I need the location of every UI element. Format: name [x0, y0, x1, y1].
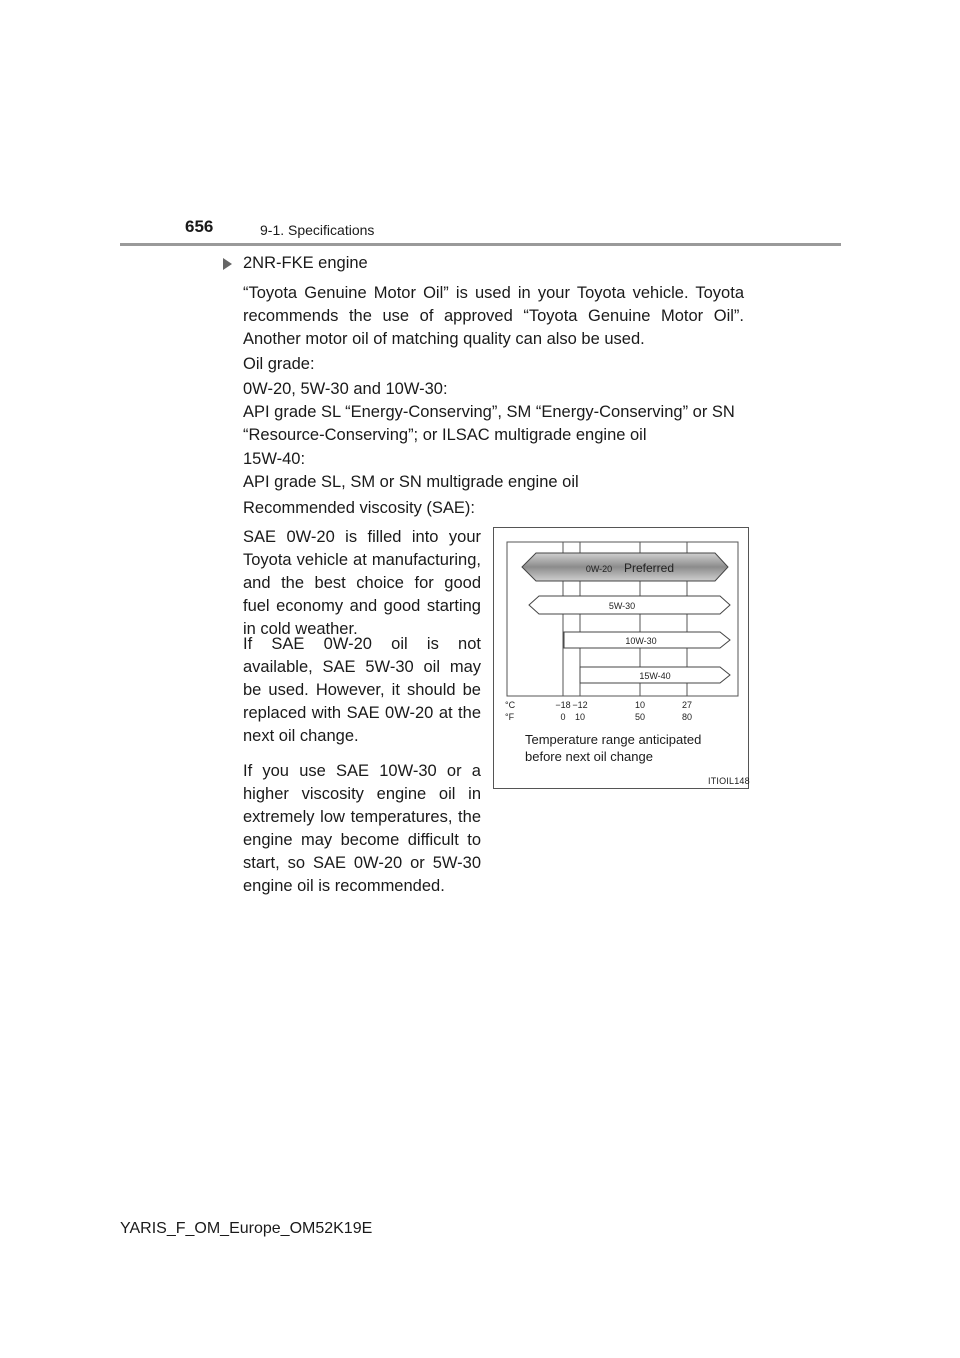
c-tick: 27 — [681, 700, 693, 710]
c-tick: −12 — [572, 700, 588, 710]
grade2-title: 15W-40: — [243, 450, 306, 468]
figure-id: ITIOIL148 — [708, 776, 750, 786]
bar-5w30-label: 5W-30 — [608, 601, 636, 611]
page-number: 656 — [185, 217, 214, 236]
grade1-title: 0W-20, 5W-30 and 10W-30: — [243, 380, 448, 398]
f-tick: 0 — [560, 712, 566, 722]
side-paragraph-2: If SAE 0W-20 oil is not available, SAE 5W-30 oil may be used. However, it should be replaced with SAE 0W-20 at the next oil change. — [243, 635, 481, 745]
f-tick: 50 — [634, 712, 646, 722]
bar-10w30-label: 10W-30 — [625, 636, 657, 646]
figure-caption: Temperature range anticipated before next oil change — [525, 732, 702, 764]
grade1-text: API grade SL “Energy-Conserving”, SM “Energy-Conserving” or SN “Resource-Conserving”; or ILSAC multigrade engine oil — [243, 403, 735, 444]
bar-0w20-note: Preferred — [623, 561, 675, 575]
celsius-unit: °C — [505, 700, 516, 710]
fahrenheit-unit: °F — [505, 712, 515, 722]
c-tick: 10 — [634, 700, 646, 710]
engine-heading-text: 2NR-FKE engine — [243, 254, 368, 272]
section-title: 9-1. Specifications — [260, 222, 375, 238]
viscosity-label: Recommended viscosity (SAE): — [243, 499, 475, 517]
grade2-text: API grade SL, SM or SN multigrade engine oil — [243, 473, 579, 491]
side-paragraph-3: If you use SAE 10W-30 or a higher viscosity engine oil in extremely low temperatures, the engine may become difficult to start, so SAE 0W-20 or 5W-30 engine oil is recommended. — [243, 762, 481, 895]
c-tick: −18 — [555, 700, 571, 710]
bar-15w40-label: 15W-40 — [639, 671, 671, 681]
bar-0w20-grade: 0W-20 — [585, 564, 613, 574]
side-paragraph-1: SAE 0W-20 is filled into your Toyota vehicle at manufacturing, and the best choice for good fuel economy and good starting in cold weather. — [243, 528, 481, 638]
oil-grade-label: Oil grade: — [243, 355, 315, 373]
footer-document-code: YARIS_F_OM_Europe_OM52K19E — [120, 1220, 373, 1237]
f-tick: 80 — [681, 712, 693, 722]
f-tick: 10 — [574, 712, 586, 722]
intro-paragraph: “Toyota Genuine Motor Oil” is used in your Toyota vehicle. Toyota recommends the use of approved “Toyota Genuine Motor Oil”. Another motor oil of matching quality can also be used. — [243, 284, 744, 348]
